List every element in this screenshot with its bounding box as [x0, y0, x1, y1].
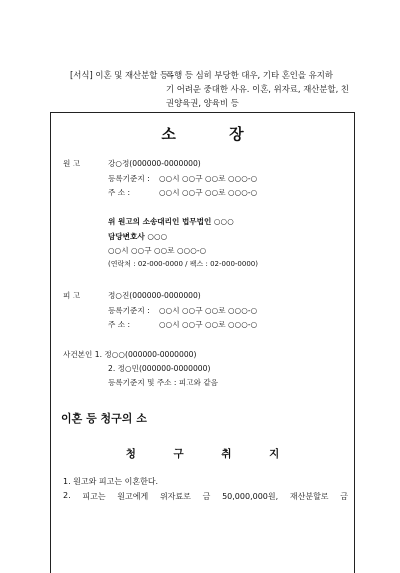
- claim-2-word: 위자료로: [159, 492, 191, 501]
- complaint-document: [50, 112, 355, 573]
- claim-2: [63, 491, 348, 502]
- principal-reg-addr: 등록기준지 및 주소 : 피고와 같음: [108, 378, 218, 387]
- defendant-addr-value: ○○시 ○○구 ○○로 ○○○-○: [159, 320, 258, 329]
- form-description-line2: 기 어려운 중대한 사유. 이혼, 위자료, 재산분할, 친권양육권, 양육비 등: [166, 84, 349, 108]
- agent-lawyer: 담당변호사 ○○○: [108, 232, 168, 241]
- plaintiff-addr-value: ○○시 ○○구 ○○로 ○○○-○: [159, 188, 258, 197]
- agent-address: ○○시 ○○구 ○○로 ○○○-○: [108, 246, 207, 255]
- claim-2-word: 원고에게: [117, 492, 149, 501]
- plaintiff-addr-label: 주 소 :: [108, 188, 131, 197]
- claim-2-word: 금: [202, 492, 211, 501]
- case-title: 이혼 등 청구의 소: [61, 412, 147, 425]
- claim-2-word: 피고는: [82, 492, 106, 501]
- plaintiff-reg-value: ○○시 ○○구 ○○로 ○○○-○: [159, 174, 258, 183]
- defendant-addr-label: 주 소 :: [108, 320, 131, 329]
- claim-1: 1. 원고와 피고는 이혼한다.: [63, 477, 159, 486]
- plaintiff-name: 강○정(000000-0000000): [108, 159, 201, 168]
- principal-2: 2. 정○민(000000-0000000): [108, 364, 211, 373]
- claim-2-word: 2.: [63, 491, 71, 500]
- defendant-role: 피 고: [63, 291, 81, 300]
- agent-contact: (연락처 : 02-000-0000 / 팩스 : 02-000-0000): [108, 260, 258, 268]
- claim-2-word: 재산분할로: [289, 492, 329, 501]
- form-description-line1: 폭행 등 심히 부당한 대우, 기타 혼인을 유지하: [166, 70, 333, 80]
- plaintiff-role: 원 고: [63, 159, 81, 168]
- defendant-reg-value: ○○시 ○○구 ○○로 ○○○-○: [159, 306, 258, 315]
- plaintiff-reg-label: 등록기준지 :: [108, 174, 150, 183]
- claim-2-word: 금: [340, 492, 348, 501]
- principal-1: 사건본인 1. 정○○(000000-0000000): [63, 350, 197, 359]
- defendant-name: 정○진(000000-0000000): [108, 291, 201, 300]
- defendant-reg-label: 등록기준지 :: [108, 306, 150, 315]
- agent-firm: 위 원고의 소송대리인 법무법인 ○○○: [108, 217, 234, 226]
- document-title: 소 장: [161, 125, 268, 143]
- claim-2-word: 50,000,000원,: [222, 492, 279, 501]
- form-label: [서식] 이혼 및 재산분할 등 -: [70, 70, 174, 80]
- claim-heading: 청 구 취 지: [125, 448, 297, 460]
